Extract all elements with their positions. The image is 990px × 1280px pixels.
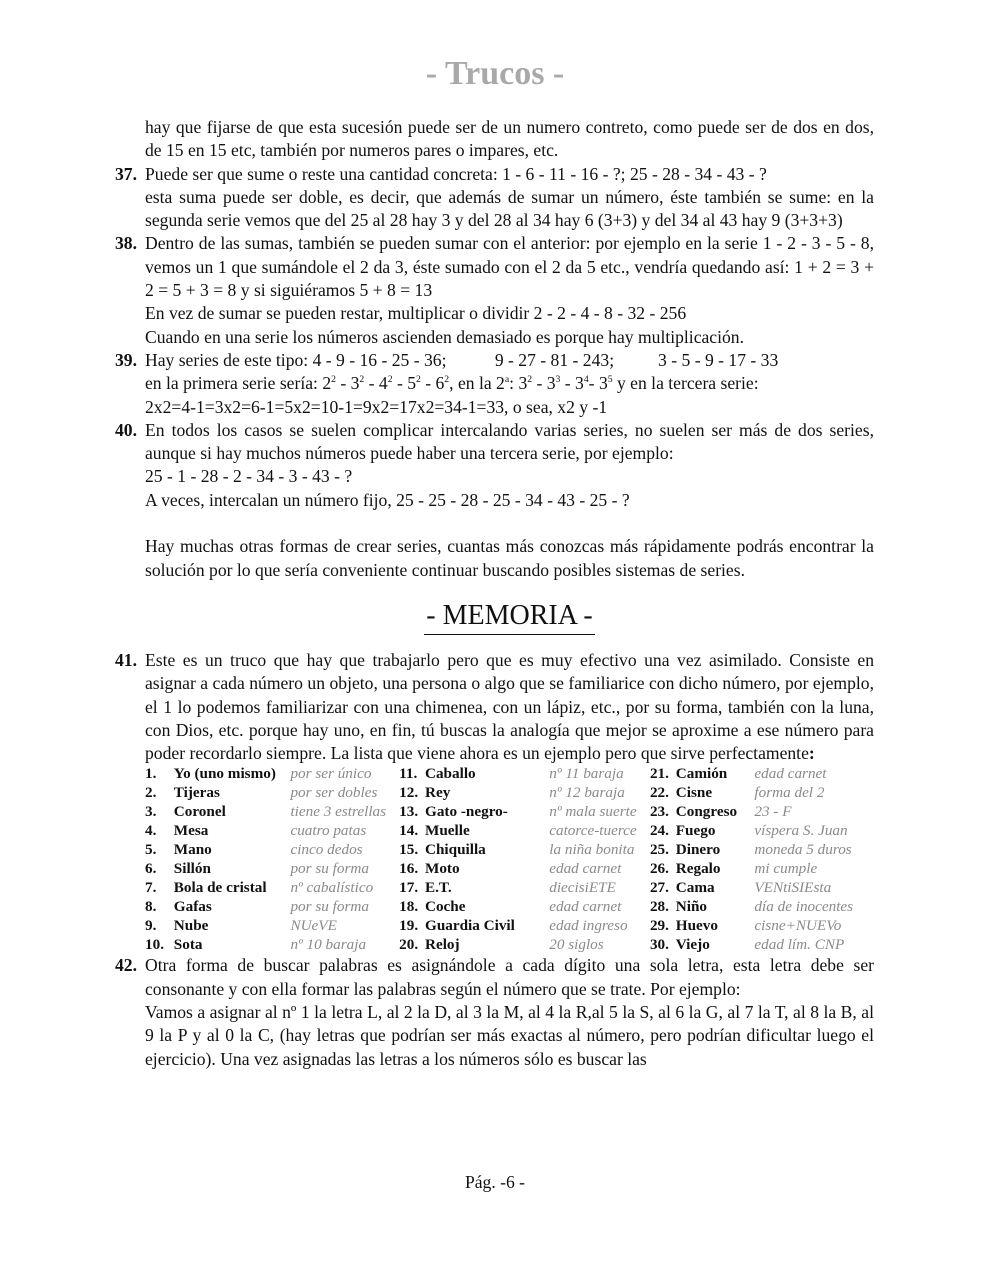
entry-number: 3. [145, 803, 157, 821]
power-separator: - [364, 373, 379, 394]
entry-word: E.T. [425, 878, 452, 896]
entry-number: 10. [145, 935, 164, 953]
entry-number: 22. [649, 784, 669, 802]
item-39-colon: : [509, 373, 519, 394]
item-38-line-3: Cuando en una serie los números ascienden demasiado es porque hay multiplicación. [145, 326, 744, 347]
item-number: 39. [115, 349, 137, 370]
table-row [145, 879, 874, 898]
entry-number: 5. [145, 841, 157, 859]
table-row [145, 841, 874, 860]
power-exponent: 2 [331, 374, 336, 386]
entry-number: 17. [399, 878, 419, 896]
entry-hint: edad carnet [549, 859, 622, 877]
table-row [145, 822, 874, 841]
entry-number: 19. [399, 916, 419, 934]
entry-number: 8. [145, 897, 157, 915]
section-title-memoria: - MEMORIA - [424, 598, 594, 635]
item-39-line-1: Hay series de este tipo: 4 - 9 - 16 - 25 - 36; 9 - 27 - 81 - 243; 3 - 5 - 9 - 17 - 33 [145, 349, 779, 370]
item-37 [115, 163, 874, 233]
item-42-line-2: Vamos a asignar al nº 1 la letra L, al 2 la D, al 3 la M, al 4 la R,al 5 la S, al 6 la G, al 7 la T, al 8 la B, al 9 la P y al 0 la C, (hay letras que podrían ser más exactas al número, pero podrían dificultar luego el ejercicio). Una vez asignadas las letras a los números sólo es buscar las [145, 1002, 874, 1069]
entry-hint: nº cabalístico [290, 878, 374, 896]
item-41-text [145, 649, 874, 765]
item-39 [115, 349, 874, 419]
item-41-body: Este es un truco que hay que trabajarlo pero que es muy efectivo una vez asimilado. Consiste en asignar a cada número un objeto, una persona o algo que se familiarice con dicho número, por ejemplo, el 1 lo podemos familiarizar con una chimenea, con un lápiz, etc., por su forma, también con la luna, con Dios, etc. porque hay uno, en fin, tú buscas la analogía que mejor se aproxime a ese número para poder recordarlo siempre. La lista que viene ahora es un ejemplo pero que sirve perfectamente [145, 649, 874, 764]
entry-hint: cisne+NUEVo [754, 916, 842, 934]
entry-number: 25. [649, 841, 669, 859]
entry-word: Huevo [675, 916, 718, 934]
power-separator: - [420, 373, 436, 394]
entry-hint: tiene 3 estrellas [290, 803, 387, 821]
entry-number: 26. [649, 859, 669, 877]
entry-hint: la niña bonita [549, 841, 635, 859]
item-39-line-3: 2x2=4-1=3x2=6-1=5x2=10-1=9x2=17x2=34-1=33, o sea, x2 y -1 [145, 396, 608, 417]
item-40-line-1: En todos los casos se suelen complicar intercalando varias series, no suelen ser más de dos series, aunque si hay muchos números puede haber una tercera serie, por ejemplo: [145, 419, 874, 464]
memory-number-table [145, 765, 874, 954]
entry-word: Guardia Civil [425, 916, 515, 934]
entry-number: 14. [399, 822, 419, 840]
entry-word: Regalo [675, 859, 721, 877]
entry-number: 24. [649, 822, 669, 840]
entry-hint: moneda 5 duros [754, 841, 852, 859]
entry-word: Gafas [173, 897, 212, 915]
power-exponent: 2 [359, 374, 365, 386]
item-38-line-1: Dentro de las sumas, también se pueden sumar con el anterior: por ejemplo en la serie 1 - 2 - 3 - 5 - 8, vemos un 1 que sumándole el 2 da 3, éste sumado con el 2 da 5 etc., vendría quedando así: 1 + 2 = 3 + 2 = 5 + 3 = 8 y si siguiéramos 5 + 8 = 13 [145, 233, 874, 301]
entry-hint: cinco dedos [290, 841, 363, 859]
entry-number: 18. [399, 897, 419, 915]
power-base: 3 [598, 373, 608, 394]
power-separator: - [532, 373, 547, 394]
item-41 [115, 649, 874, 765]
entry-hint: nº 12 baraja [549, 784, 625, 802]
power-separator: - [588, 373, 599, 394]
entry-number: 30. [649, 935, 669, 953]
intro-paragraph: hay que fijarse de que esta sucesión puede ser de un numero contreto, como puede ser de dos en dos, de 15 en 15 etc, también por numeros pares o impares, etc. [145, 117, 874, 161]
page-number: Pág. -6 - [464, 1172, 526, 1192]
entry-word: Bola de cristal [173, 878, 267, 896]
item-39-prefix: en la primera serie sería: [145, 373, 323, 394]
entry-hint: edad carnet [549, 897, 622, 915]
entry-word: Sota [173, 935, 203, 953]
entry-number: 23. [649, 803, 669, 821]
entry-hint: cuatro patas [290, 822, 367, 840]
entry-hint: nº 11 baraja [549, 765, 624, 783]
entry-number: 1. [145, 765, 157, 783]
item-number: 42. [115, 955, 137, 976]
entry-word: Cama [675, 878, 715, 896]
entry-hint: forma del 2 [754, 784, 825, 802]
entry-word: Camión [675, 765, 728, 783]
item-42-line-1: Otra forma de buscar palabras es asignándole a cada dígito una sola letra, esta letra debe ser consonante y con ella formar las palabras según el número que se trate. Por ejemplo: [145, 955, 874, 999]
table-row [145, 784, 874, 803]
entry-number: 2. [145, 784, 157, 802]
entry-hint: edad ingreso [549, 916, 628, 934]
item-number: 37. [115, 163, 137, 184]
table-row [145, 936, 874, 955]
entry-word: Tijeras [173, 784, 220, 802]
item-40 [115, 419, 874, 512]
power-exponent: 3 [555, 374, 561, 386]
entry-number: 6. [145, 859, 157, 877]
entry-word: Niño [675, 897, 708, 915]
closing-paragraph: Hay muchas otras formas de crear series, cuantas más conozcas más rápidamente podrás encontrar la solución por lo que sería conveniente continuar buscando posibles sistemas de series. [145, 536, 874, 580]
power-exponent: 4 [583, 374, 589, 386]
ordinal-mark: a [504, 374, 510, 386]
entry-number: 27. [649, 878, 669, 896]
entry-word: Coche [425, 897, 466, 915]
item-40-line-3: A veces, intercalan un número fijo, 25 - 25 - 28 - 25 - 34 - 43 - 25 - ? [145, 489, 630, 510]
table-row [145, 860, 874, 879]
spacer [145, 512, 874, 535]
entry-word: Caballo [425, 765, 476, 783]
item-37-line-2: esta suma puede ser doble, es decir, que además de sumar un número, éste también se sume: en la segunda serie vemos que del 25 al 28 hay 3 y del 28 al 34 hay 6 (3+3) y del 34 al 43 hay 9 (3+3+3) [145, 186, 874, 231]
entry-word: Moto [425, 859, 460, 877]
entry-hint: edad carnet [754, 765, 827, 783]
entry-hint: por su forma [290, 859, 369, 877]
entry-number: 29. [649, 916, 669, 934]
entry-hint: 20 siglos [549, 935, 604, 953]
power-series-2 [518, 373, 612, 393]
power-separator: - [392, 373, 408, 394]
item-38-line-2: En vez de sumar se pueden restar, multiplicar o dividir 2 - 2 - 4 - 8 - 32 - 256 [145, 303, 687, 324]
entry-hint: día de inocentes [754, 897, 854, 915]
entry-number: 28. [649, 897, 669, 915]
entry-number: 16. [399, 859, 419, 877]
power-base: 3 [546, 373, 556, 394]
entry-hint: catorce-tuerce [549, 822, 637, 840]
power-base: 3 [575, 373, 584, 394]
entry-hint: VENtiSIEsta [754, 878, 832, 896]
entry-word: Viejo [675, 935, 710, 953]
item-42 [115, 954, 874, 1070]
entry-hint: edad lím. CNP [754, 935, 845, 953]
power-base: 3 [350, 373, 360, 394]
entry-word: Fuego [675, 822, 716, 840]
power-base: 4 [378, 373, 388, 394]
power-exponent: 2 [387, 374, 393, 386]
entry-word: Muelle [425, 822, 470, 840]
entry-hint: 23 - F [754, 803, 792, 821]
power-base: 6 [435, 373, 445, 394]
table-row [145, 765, 874, 784]
power-base: 3 [518, 373, 528, 394]
power-exponent: 2 [416, 374, 421, 386]
entry-word: Mesa [173, 822, 209, 840]
entry-hint: nº mala suerte [549, 803, 637, 821]
power-separator: - [560, 373, 576, 394]
entry-word: Rey [425, 784, 451, 802]
item-number: 41. [115, 649, 137, 670]
power-exponent: 5 [607, 374, 613, 386]
entry-hint: por su forma [290, 897, 369, 915]
entry-word: Mano [173, 841, 212, 859]
page-content [115, 116, 874, 1071]
entry-number: 13. [399, 803, 419, 821]
entry-hint: por ser único [290, 765, 372, 783]
entry-number: 21. [649, 765, 669, 783]
entry-number: 12. [399, 784, 419, 802]
page-header-title: - Trucos - [425, 55, 565, 92]
power-exponent: 2 [444, 374, 450, 386]
item-38 [115, 232, 874, 348]
entry-word: Coronel [173, 803, 226, 821]
power-base: 2 [322, 373, 332, 394]
entry-number: 7. [145, 878, 157, 896]
item-40-line-2: 25 - 1 - 28 - 2 - 34 - 3 - 43 - ? [145, 466, 353, 487]
power-separator: - [335, 373, 351, 394]
entry-number: 9. [145, 916, 157, 934]
item-37-line-1: Puede ser que sume o reste una cantidad concreta: 1 - 6 - 11 - 16 - ?; 25 - 28 - 34 - 43 - ? [145, 163, 767, 184]
item-41-colon: : [808, 743, 815, 764]
entry-word: Dinero [675, 841, 721, 859]
entry-hint: NUeVE [290, 916, 337, 934]
table-row [145, 898, 874, 917]
entry-word: Reloj [425, 935, 460, 953]
entry-number: 20. [399, 935, 419, 953]
item-39-mid: , en la 2 [449, 373, 505, 394]
entry-word: Yo (uno mismo) [173, 765, 276, 783]
item-number: 40. [115, 419, 137, 440]
power-base: 5 [407, 373, 416, 394]
entry-word: Gato -negro- [425, 803, 508, 821]
entry-word: Cisne [675, 784, 713, 802]
power-series-1 [322, 373, 449, 393]
item-39-suffix: y en la tercera serie: [612, 373, 759, 394]
entry-hint: por ser dobles [290, 784, 378, 802]
power-exponent: 2 [527, 374, 533, 386]
item-39-line-2 [145, 372, 874, 395]
entry-hint: nº 10 baraja [290, 935, 367, 953]
entry-word: Congreso [675, 803, 738, 821]
table-row [145, 803, 874, 822]
entry-hint: mi cumple [754, 859, 818, 877]
entry-hint: víspera S. Juan [754, 822, 848, 840]
entry-word: Chiquilla [425, 841, 486, 859]
entry-word: Sillón [173, 859, 211, 877]
table-row [145, 917, 874, 936]
entry-number: 4. [145, 822, 157, 840]
entry-word: Nube [173, 916, 209, 934]
entry-number: 11. [399, 765, 418, 783]
section-heading [145, 598, 874, 635]
entry-hint: diecisiETE [549, 878, 616, 896]
item-number: 38. [115, 233, 137, 254]
entry-number: 15. [399, 841, 419, 859]
